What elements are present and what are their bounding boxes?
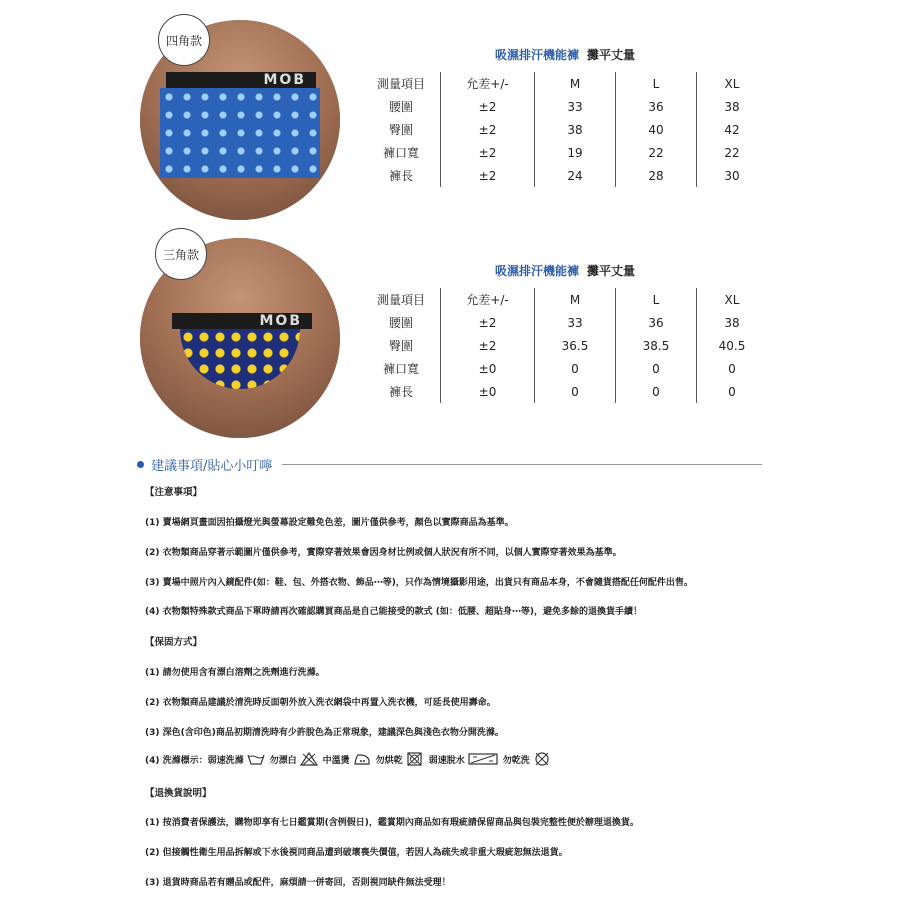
care-item: (1) 請勿使用含有漂白溶劑之洗劑進行洗滌。 (145, 668, 325, 678)
brand-logo: MOB (259, 313, 302, 329)
table-header-row: 測量項目 允差+/- M L XL (362, 288, 767, 311)
care-symbol-label: 弱速脫水 (428, 755, 465, 766)
size-table (362, 288, 767, 403)
style-tag: 四角款 (158, 14, 210, 66)
care-symbol-label: 中溫燙 (322, 755, 350, 766)
care-symbols-row (145, 752, 556, 766)
size-table-title: 吸濕排汗機能褲 攤平丈量 (495, 48, 636, 62)
table-row: 褲長 ±0 0 0 0 (362, 380, 767, 403)
notes-section-heading (137, 455, 762, 474)
bullet-dot-icon (137, 461, 144, 468)
caution-item: (3) 賣場中照片內入鏡配件(如：鞋、包、外搭衣物、飾品⋯等)，只作為情境攝影用途，出貨只有商品本身，不會隨貨搭配任何配件出售。 (145, 578, 693, 588)
return-item: (2) 但接觸性衛生用品拆解或下水後視同商品遭到破壞喪失價值，若因人為疏失或非重大瑕疵恕無法退貨。 (145, 848, 568, 858)
no-tumble-dry-icon (406, 752, 424, 766)
no-bleach-icon (300, 752, 318, 766)
caution-item: (2) 衣物類商品穿著示範圖片僅供參考，實際穿著效果會因身材比例或個人狀況有所不同，以個人實際穿著效果為基準。 (145, 548, 622, 558)
brief-product-section (0, 228, 900, 433)
hand-wash-icon (247, 752, 265, 766)
caution-item: (1) 賣場網頁畫面因拍攝燈光與螢幕設定難免色差，圖片僅供參考，顏色以實際商品為基準。 (145, 518, 514, 528)
table-row: 褲口寬 ±2 19 22 22 (362, 141, 767, 164)
table-row: 褲長 ±2 24 28 30 (362, 164, 767, 187)
care-item: (3) 深色(含印色)商品初期清洗時有少許脫色為正常現象，建議深色與淺色衣物分開洗滌。 (145, 728, 504, 738)
care-item: (2) 衣物類商品建議於清洗時反面朝外放入洗衣網袋中再置入洗衣機，可延長使用壽命。 (145, 698, 496, 708)
care-symbol-label: 弱速洗滌 (207, 755, 244, 766)
caution-item: (4) 衣物類特殊款式商品下單時請再次確認購買商品是自己能接受的款式 (如：低腰、超貼身⋯等)，避免多餘的退換貨手續！ (145, 607, 642, 617)
divider (282, 464, 762, 465)
style-tag: 三角款 (155, 228, 207, 280)
boxer-product-section (0, 0, 900, 228)
return-item: (3) 退貨時商品若有贈品或配件，麻煩請一併寄回，否則視同缺件無法受理！ (145, 878, 451, 888)
table-row: 腰圍 ±2 33 36 38 (362, 95, 767, 118)
return-header: 【退換貨說明】 (145, 788, 212, 799)
table-header-row: 測量項目 允差+/- M L XL (362, 72, 767, 95)
care-symbol-label: 勿乾洗 (502, 755, 530, 766)
brand-logo: MOB (263, 72, 306, 88)
return-item: (1) 按消費者保護法，購物即享有七日鑑賞期(含例假日)，鑑賞期內商品如有瑕疵請保留商品與包裝完整性便於辦理退換貨。 (145, 818, 639, 828)
table-row: 臀圍 ±2 36.5 38.5 40.5 (362, 334, 767, 357)
gentle-spin-icon (468, 752, 498, 766)
caution-header: 【注意事項】 (145, 487, 203, 498)
care-header: 【保固方式】 (145, 637, 203, 648)
care-symbols-prefix: (4) 洗滌標示： (145, 755, 208, 766)
table-row: 臀圍 ±2 38 40 42 (362, 118, 767, 141)
iron-medium-icon (353, 752, 371, 766)
care-symbol-label: 勿烘乾 (375, 755, 403, 766)
no-dry-clean-icon (533, 752, 551, 766)
table-row: 褲口寬 ±0 0 0 0 (362, 357, 767, 380)
table-row: 腰圍 ±2 33 36 38 (362, 311, 767, 334)
size-table-title: 吸濕排汗機能褲 攤平丈量 (495, 264, 636, 278)
size-table (362, 72, 767, 187)
care-symbol-label: 勿漂白 (269, 755, 297, 766)
section-title: 建議事項/貼心小叮嚀 (151, 459, 273, 474)
